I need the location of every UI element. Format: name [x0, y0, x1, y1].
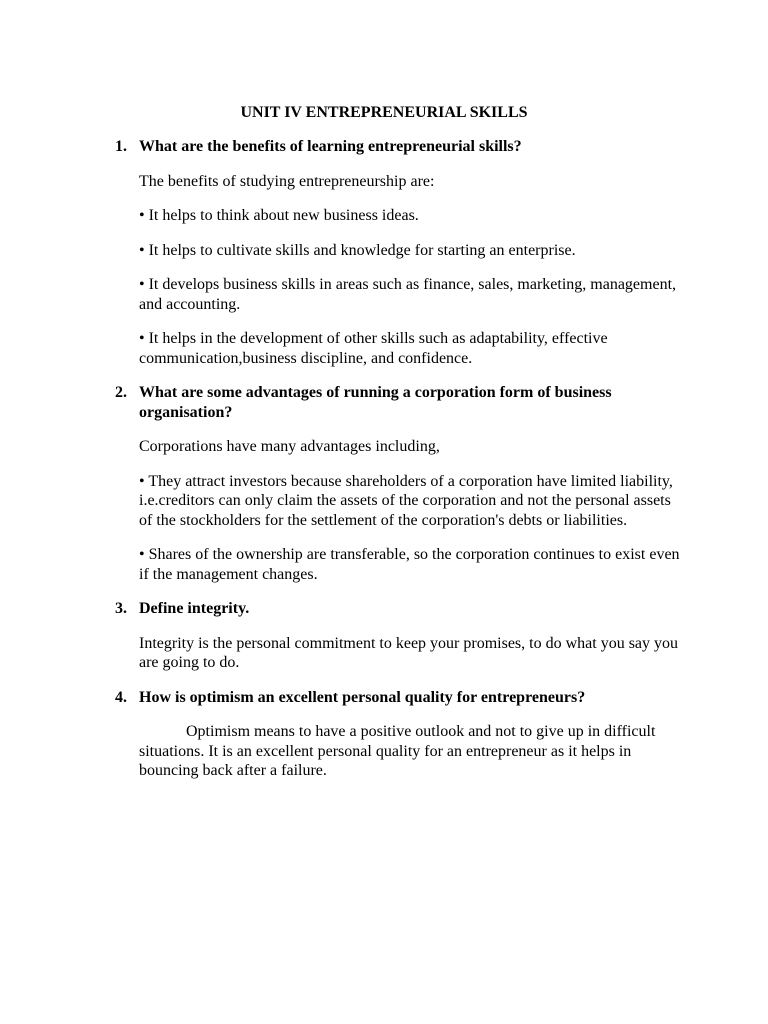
question-text: What are the benefits of learning entrepreneurial skills? — [139, 138, 522, 155]
question-item-3 — [115, 599, 681, 673]
question-number: 3. — [115, 600, 127, 617]
document-title: UNIT IV ENTREPRENEURIAL SKILLS — [240, 104, 528, 121]
answer-bullet: • They attract investors because shareholders of a corporation have limited liability, i.e.creditors can only claim the assets of the corporation and not the personal assets of the stockholders for the settlement of the corporation's debts or liabilities. — [139, 472, 673, 529]
answer-paragraph: Corporations have many advantages including, — [139, 438, 440, 455]
answer-bullet: • It helps in the development of other skills such as adaptability, effective communication,business discipline, and confidence. — [139, 330, 608, 367]
question-item-2 — [115, 383, 681, 584]
question-text: Define integrity. — [139, 600, 250, 617]
question-text: What are some advantages of running a corporation form of business organisation? — [139, 384, 612, 421]
question-number: 4. — [115, 688, 127, 706]
question-item-1 — [115, 137, 681, 368]
answer-paragraph: The benefits of studying entrepreneurship are: — [139, 172, 435, 190]
answer-paragraph: Optimism means to have a positive outlook and not to give up in difficult situations. It is an excellent personal quality for an entrepreneur as it helps in bouncing back after a failure. — [139, 723, 656, 779]
answer-bullet: • It helps to think about new business ideas. — [139, 207, 419, 224]
question-list — [115, 137, 681, 796]
question-number: 1. — [115, 138, 127, 155]
answer-bullet: • It develops business skills in areas such as finance, sales, marketing, management, and accounting. — [139, 276, 677, 313]
answer-bullet: • Shares of the ownership are transferable, so the corporation continues to exist even if the management changes. — [139, 546, 680, 583]
question-item-4 — [115, 688, 681, 781]
answer-paragraph: Integrity is the personal commitment to keep your promises, to do what you say you are going to do. — [139, 634, 679, 671]
answer-bullet: • It helps to cultivate skills and knowledge for starting an enterprise. — [139, 241, 576, 259]
question-number: 2. — [115, 384, 127, 401]
question-text: How is optimism an excellent personal quality for entrepreneurs? — [139, 688, 586, 706]
